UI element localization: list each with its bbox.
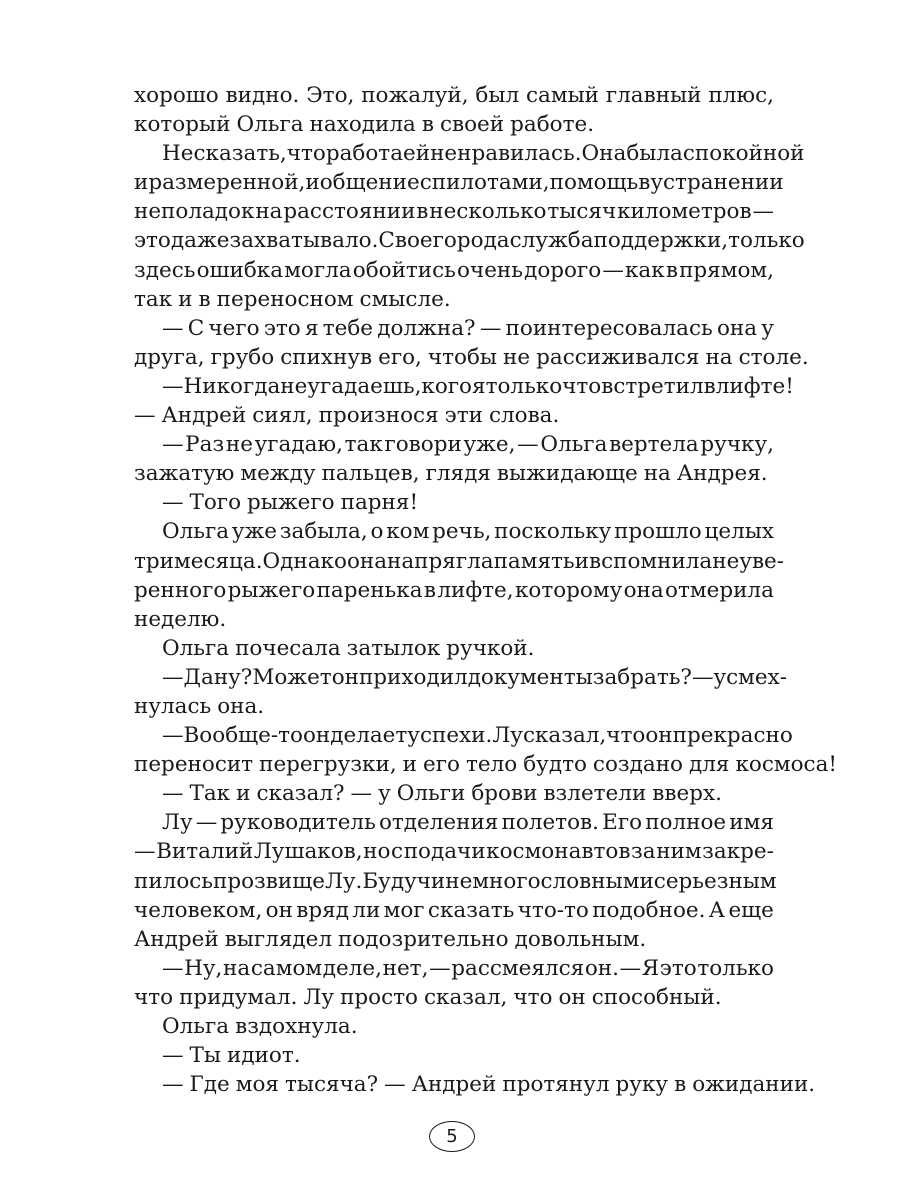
text-line: Лу — руководитель отделения полетов. Его полное имя [162,810,774,836]
text-line: Ольга почесала затылок ручкой. [162,635,535,661]
text-line: — Андрей сиял, произнося эти слова. [134,403,560,429]
text-line: ренного рыжего паренька в лифте, которому она отмерила [134,577,774,603]
text-line: неделю. [134,606,227,632]
text-line: здесь ошибка могла обойтись очень дорого — как в прямом, [134,257,774,283]
text-line: — Ну, на самом деле, нет, — рассмеялся он. — Я это только [162,955,774,981]
text-line: — Так и сказал? — у Ольги брови взлетели вверх. [162,781,722,807]
text-line: переносит перегрузки, и его тело будто создано для космоса! [134,752,838,778]
body-text [134,81,838,1099]
text-line: — Виталий Лушаков, но с подачи космонавтов за ним закре- [134,839,774,865]
text-line: — Ты идиот. [162,1043,301,1069]
text-line: — Никогда не угадаешь, кого я только что встретил в лифте! [162,373,794,399]
text-line: Не сказать, что работа ей не нравилась. Она была спокойной [162,141,805,167]
text-line: — Да ну? Может он приходил документы забрать? — усмех- [162,664,787,690]
text-line: Андрей выглядел подозрительно довольным. [134,926,647,952]
page-number: 5 [429,1121,475,1152]
text-line: — Того рыжего парня! [162,490,419,516]
text-line: и размеренной, и общение с пилотами, помощь в устранении [134,170,784,196]
text-line: нулась она. [134,693,265,719]
text-line: — Вообще-то он делает успехи. Лу сказал, что он прекрасно [162,723,793,749]
text-line: зажатую между пальцев, глядя выжидающе на Андрея. [134,461,768,487]
text-line: который Ольга находила в своей работе. [134,112,595,138]
text-line: — С чего это я тебе должна? — поинтересовалась она у [162,315,774,341]
text-line: друга, грубо спихнув его, чтобы не рассиживался на столе. [134,344,809,370]
text-line: — Раз не угадаю, так говори уже, — Ольга вертела ручку, [162,432,774,458]
text-line: пилось прозвище Лу. Будучи немногословным и серьезным [134,868,777,894]
text-line: неполадок на расстоянии в несколько тысяч километров — [134,199,774,225]
text-line: три месяца. Однако она напрягла память и вспомнила неуве- [134,548,785,574]
text-line: Ольга вздохнула. [162,1014,358,1039]
text-line: Ольга уже забыла, о ком речь, поскольку прошло целых [162,519,774,545]
text-line: это даже захватывало. Своего рода служба поддержки, только [134,228,805,254]
text-line: так и в переносном смысле. [134,286,451,312]
text-line: хорошо видно. Это, пожалуй, был самый главный плюс, [134,83,774,108]
text-line: человеком, он вряд ли мог сказать что-то подобное. А еще [134,897,774,923]
text-line: что придумал. Лу просто сказал, что он способный. [134,984,722,1010]
text-line: — Где моя тысяча? — Андрей протянул руку в ожидании. [162,1072,816,1098]
